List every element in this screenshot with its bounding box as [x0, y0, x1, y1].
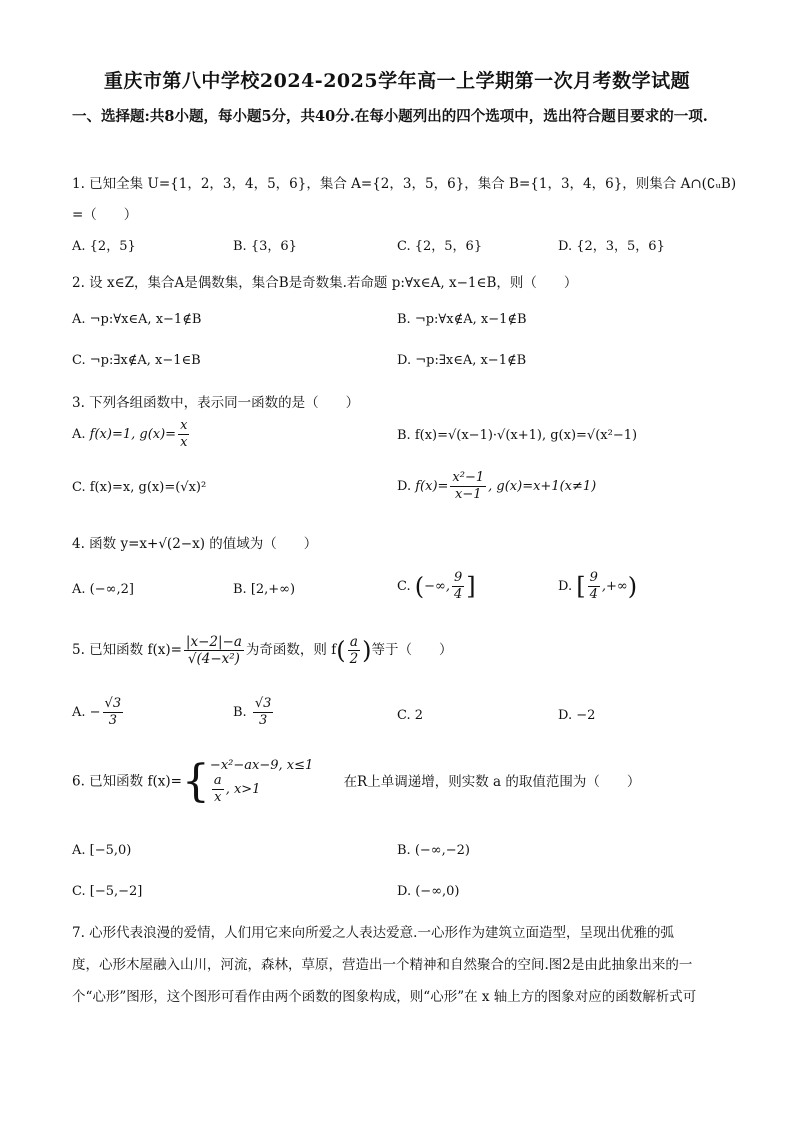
- q5-stem-num: |x−2|−a: [185, 634, 242, 650]
- q4-d-pos-infinity: ,+∞: [601, 579, 628, 594]
- q3-option-a-frac: [178, 418, 189, 451]
- q3-d-den: x−1: [455, 487, 482, 502]
- q3-option-d-frac: [450, 470, 486, 503]
- q4-d-num: 9: [589, 570, 598, 585]
- q3-option-a-expr: f(x)=1, g(x)=: [89, 427, 177, 442]
- q7-line1: 7. 心形代表浪漫的爱情，人们用它来向所爱之人表达爱意.一心形作为建筑立面造型，呈现出优雅的弧: [72, 925, 674, 941]
- q5-stem-post: 等于（ ）: [371, 642, 453, 658]
- q1-option-c: C. {2，5，6}: [397, 239, 483, 254]
- q2-option-c: C. ¬p:∃x∉A, x−1∈B: [72, 353, 201, 368]
- q5-option-b-label: B.: [233, 705, 247, 720]
- q3-option-a: [72, 418, 191, 451]
- q4-option-a: A. (−∞,2]: [72, 582, 134, 597]
- q3-option-b: B. f(x)=√(x−1)·√(x+1), g(x)=√(x²−1): [397, 428, 638, 443]
- q3-d-num: x²−1: [452, 470, 485, 485]
- q6-case2-frac: [212, 773, 224, 806]
- q3-option-d-expr1: f(x)=: [415, 479, 449, 494]
- q7-line3: 个“心形”图形，这个图形可看作由两个函数的图象构成，则“心形”在 x 轴上方的图象对应的函数解析式可: [72, 989, 697, 1005]
- q6-option-d: D. (−∞,0): [397, 884, 460, 899]
- q5-stem: [72, 634, 453, 667]
- q5-a-den: 3: [108, 713, 117, 728]
- q5-option-a-label: A. −: [72, 705, 101, 720]
- q6-case2: [210, 773, 313, 806]
- q1-option-b: B. {3，6}: [233, 239, 297, 254]
- q5-option-d: D. −2: [558, 708, 596, 723]
- q4-d-den: 4: [589, 587, 598, 602]
- page-title: 重庆市第八中学校2024-2025学年高一上学期第一次月考数学试题: [103, 70, 691, 92]
- q6-cases: [210, 758, 313, 806]
- q6-option-c: C. [−5,−2]: [72, 884, 143, 899]
- q5-b-den: 3: [258, 713, 268, 728]
- q5-option-a-frac: [103, 696, 124, 729]
- q4-stem: 4. 函数 y=x+√(2−x) 的值域为（ ）: [72, 536, 318, 552]
- q3-option-a-label: A.: [72, 427, 86, 442]
- q3-option-d-label: D.: [397, 479, 412, 494]
- q4-option-d: [558, 570, 637, 603]
- q4-c-neg-infinity: −∞,: [424, 579, 450, 594]
- q2-stem: 2. 设 x∈Z，集合A是偶数集，集合B是奇数集.若命题 p:∀x∈A, x−1∈B，则（ ）: [72, 275, 578, 291]
- q4-c-den: 4: [454, 587, 463, 602]
- q5-option-b-frac: [253, 696, 274, 729]
- section-heading: 一、选择题:共8小题，每小题5分，共40分.在每小题列出的四个选项中，选出符合题目要求的一项.: [72, 108, 708, 125]
- q4-option-d-frac: [588, 570, 600, 603]
- q6-case2-post: , x>1: [225, 782, 261, 797]
- q6-option-a: A. [−5,0): [72, 843, 132, 858]
- q2-option-d: D. ¬p:∃x∈A, x−1∉B: [397, 353, 527, 368]
- q5-stem-frac: [184, 634, 244, 667]
- q4-c-close-bracket: ]: [466, 572, 476, 601]
- q3-stem: 3. 下列各组函数中，表示同一函数的是（ ）: [72, 395, 360, 411]
- q6-stem: [72, 758, 640, 806]
- q4-option-c: [397, 570, 476, 603]
- q5-arg-den: 2: [349, 651, 359, 667]
- q2-option-b: B. ¬p:∀x∉A, x−1∉B: [397, 312, 527, 327]
- q5-open-paren: (: [336, 636, 346, 665]
- q1-stem-line1: 1. 已知全集 U={1，2，3，4，5，6}，集合 A={2，3，5，6}，集合 B={1，3，4，6}，则集合 A∩(∁ᵤB): [72, 176, 737, 192]
- q4-option-d-label: D.: [558, 579, 573, 594]
- q5-option-c: C. 2: [397, 708, 424, 723]
- q2-option-a: A. ¬p:∀x∈A, x−1∉B: [72, 312, 202, 327]
- q3-a-num: x: [180, 418, 188, 433]
- q5-stem-mid: 为奇函数，则 f: [245, 642, 337, 658]
- q4-c-open-paren: (: [414, 572, 425, 601]
- q6-case1: −x²−ax−9, x≤1: [209, 758, 314, 773]
- q3-option-d-expr2: , g(x)=x+1(x≠1): [488, 479, 597, 494]
- q6-case2-num: a: [213, 773, 222, 788]
- q6-left-brace: {: [181, 756, 210, 807]
- q5-arg-num: a: [349, 634, 358, 650]
- q4-option-b: B. [2,+∞): [233, 582, 296, 597]
- q6-stem-post: 在R上单调递增，则实数 a 的取值范围为（ ）: [343, 773, 641, 790]
- q4-option-c-label: C.: [397, 579, 411, 594]
- q5-stem-pre: 5. 已知函数 f(x)=: [72, 642, 182, 658]
- q5-a-num: √3: [104, 696, 122, 711]
- q3-a-den: x: [180, 435, 188, 450]
- q7-line2: 度，心形木屋融入山川，河流，森林，草原，营造出一个精神和自然聚合的空间.图2是由此抽象出来的一: [72, 957, 693, 973]
- q5-option-b: [233, 696, 275, 729]
- q3-option-d: [397, 470, 596, 503]
- q1-stem-line2: =（ ）: [72, 207, 138, 223]
- q6-stem-pre: 6. 已知函数 f(x)=: [72, 773, 182, 790]
- q3-option-c: C. f(x)=x, g(x)=(√x)²: [72, 480, 207, 495]
- q6-option-b: B. (−∞,−2): [397, 843, 470, 858]
- q5-option-a: [72, 696, 125, 729]
- q6-case2-den: x: [214, 790, 222, 805]
- q5-stem-den: √(4−x²): [187, 651, 240, 667]
- q4-d-close-paren: ): [627, 572, 638, 601]
- q5-b-num: √3: [254, 696, 272, 711]
- q5-arg-frac: [348, 634, 361, 667]
- q4-d-open-bracket: [: [576, 572, 586, 601]
- q5-close-paren: ): [362, 636, 372, 665]
- q1-option-d: D. {2，3，5，6}: [558, 239, 665, 254]
- q4-c-num: 9: [454, 570, 463, 585]
- q4-option-c-frac: [452, 570, 464, 603]
- q1-option-a: A. {2，5}: [72, 239, 136, 254]
